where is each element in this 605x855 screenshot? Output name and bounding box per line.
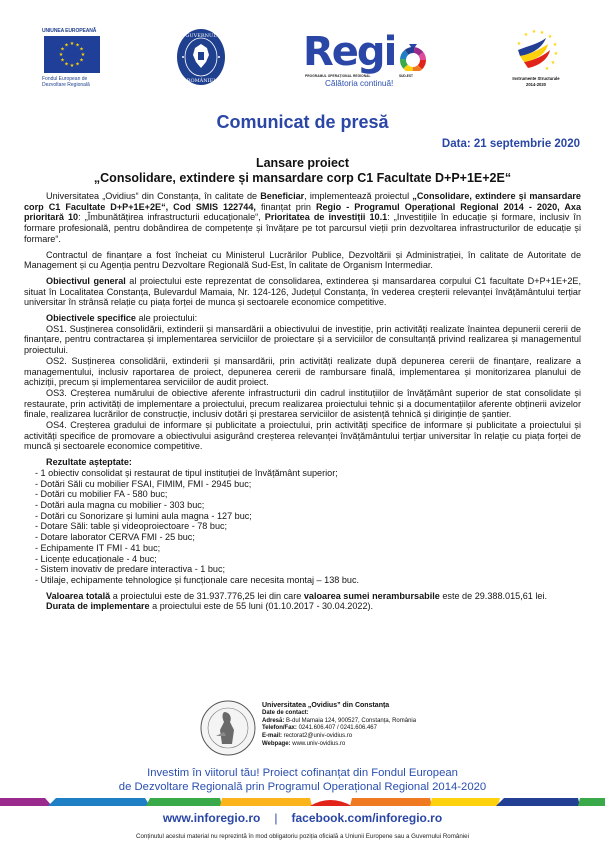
structural-instruments-icon (504, 28, 576, 74)
project-headline-line1: Lansare proiect (255, 156, 350, 170)
footer-slogan (0, 767, 605, 794)
legal-disclaimer: Conținutul acestui material nu reprezintă în mod obligatoriu poziția oficială a Uniunii Europene sau a Guvernului României (136, 833, 469, 840)
contact-address (262, 718, 416, 726)
release-date: Data: 21 septembrie 2020 (441, 138, 580, 150)
specific-objective-item: OS1. Susținerea consolidării, extinderii și mansardării a obiectivului de investiție, prin activități realizate înaintea depunerii cererii de finanțare, pentru contractarea și implementarea serviciilor de proiectare și a serviciilor de consultanță privind realizarea și managementul proiectului. (24, 323, 581, 356)
slogan-line1: Investim în viitorul tău! Proiect cofinanțat din Fondul European (147, 767, 458, 779)
project-headline (0, 156, 605, 186)
svg-text:★: ★ (69, 41, 75, 47)
specific-objectives-suffix: ale proiectului: (135, 313, 198, 324)
svg-text:★: ★ (539, 30, 545, 36)
svg-text:★: ★ (552, 42, 558, 48)
project-headline-line2: „Consolidare, extindere și mansardare corp C1 Facultate D+P+1E+2E“ (93, 171, 512, 185)
rainbow-stripe (0, 796, 605, 806)
non-refundable-text: este de 29.388.015,61 lei. (439, 590, 548, 601)
duration-text: a proiectului este de 55 luni (01.10.2017 - 30.04.2022). (149, 601, 374, 612)
contract-paragraph: Contractul de finanțare a fost încheiat cu Ministerul Lucrărilor Publice, Dezvoltării și Administrației, în calitate de Autoritate de Management și cu Agenția pentru Dezvoltare Regională Sud-Est, în calitate de Organism Intermediar. (24, 249, 581, 271)
result-item: - 1 obiectiv consolidat și restaurat de tipul instituției de învățământ superior; (35, 467, 338, 478)
intro-text: : „Îmbunătățirea infrastructurii educaționale“, (78, 212, 265, 223)
result-item: - Dotări Săli cu mobilier FSAI, FIMIM, FMI - 2945 buc; (35, 478, 252, 489)
project-value-paragraph (24, 591, 581, 602)
result-item: - Sistem inovativ de predare interactiva - 1 buc; (35, 564, 226, 575)
result-item: - Dotare Săli: table și videoproiectoare - 78 buc; (35, 521, 228, 532)
svg-text:★: ★ (544, 66, 550, 72)
svg-text:★: ★ (553, 51, 559, 57)
structural-instruments-line2: 2014-2020 (525, 82, 547, 87)
results-list (24, 468, 581, 586)
intro-text: Universitatea „Ovidius“ din Constanța, în calitate de (46, 191, 261, 201)
svg-text:GUVERNUL: GUVERNUL (185, 33, 217, 39)
university-name: Universitatea „Ovidius” din Constanța (262, 702, 390, 709)
government-seal-icon (176, 28, 226, 86)
intro-paragraph (24, 191, 581, 245)
romanian-government-logo (176, 28, 226, 86)
svg-text:★: ★ (550, 60, 556, 66)
intro-beneficiary: Beneficiar (260, 191, 305, 201)
inforegio-website-link[interactable]: www.inforegio.ro (162, 811, 261, 825)
svg-text:★: ★ (523, 32, 529, 38)
structural-instruments-logo (500, 28, 580, 90)
logo-bar (0, 0, 605, 110)
page-title: Comunicat de presă (216, 112, 389, 132)
total-value-label: Valoarea totală (46, 590, 111, 601)
intro-text: , implementează proiectul (304, 191, 413, 201)
result-item: - Dotări aula magna cu mobilier - 303 buc; (35, 499, 205, 510)
email-label: E-mail: (262, 733, 283, 740)
intro-text: finanțat prin (255, 201, 316, 212)
slogan-line2: de Dezvoltare Regională prin Programul Operațional Regional 2014-2020 (118, 780, 487, 793)
svg-text:★: ★ (80, 52, 86, 58)
duration-paragraph (24, 601, 581, 612)
svg-text:★: ★ (75, 42, 80, 49)
svg-text:★: ★ (79, 46, 84, 53)
result-item: - Dotări cu Sonorizare și lumini aula magna - 127 buc; (35, 510, 252, 521)
result-item: - Echipamente IT FMI - 41 buc; (35, 542, 161, 553)
regio-logo (303, 29, 433, 92)
result-item: - Dotări cu mobilier FA - 580 buc; (35, 489, 168, 500)
webpage-label: Webpage: (262, 740, 291, 747)
results-heading (24, 457, 581, 468)
intro-program: Regio - Programul Operațional Regional 2014 - 2020, Axa prioritară 10 (24, 201, 582, 223)
structural-instruments-line1: Instrumente Structurale (512, 76, 560, 81)
inforegio-facebook-link[interactable]: facebook.com/inforegio.ro (291, 811, 443, 825)
svg-text:★: ★ (64, 61, 69, 68)
regio-region-label: SUD-EST (399, 74, 413, 78)
eu-flag-icon (44, 36, 100, 73)
eu-logo-top-label: UNIUNEA EUROPEANĂ (42, 28, 97, 34)
specific-objectives-label: Obiectivele specifice (46, 313, 136, 324)
svg-text:★: ★ (60, 57, 65, 64)
result-item: - Dotare laborator CERVA FMI - 25 buc; (35, 532, 195, 543)
contact-phone (262, 725, 416, 733)
total-value-text: a proiectului este de 31.937.776,25 lei din care (110, 590, 304, 601)
regio-tagline: Călătoria continuă! (325, 79, 394, 88)
specific-objective-item: OS3. Creșterea numărului de obiective aferente infrastructurii din cadrul instituțiilor de învățământ superior de stat consolidate și restaurate, prin activități de implementare a proiectului, precum realizarea proiectului tehnic și a documentațiilor aferente obținerii avizelor finale, realizarea lucrărilor de construcție, inclusiv dotări și prestarea serviciilor de asistență tehnică și diriginție de șantier. (24, 387, 581, 420)
press-release-body (24, 191, 581, 612)
intro-text: : „Investițiile în educație și formare, inclusiv în formare profesională, pentru dobândirea de competențe și învățare pe tot parcursul vieții prin dezvoltarea infrastructurilor de educație și formare“. (24, 212, 582, 244)
address-label: Adresă: (262, 717, 285, 724)
specific-objective-item: OS4. Creșterea gradului de informare și publicitate a proiectului, prin activități specifice de informare și publicitate a proiectului și activități specifice de promovare a obiectivului asigurând creșterea relevanței învățământului terțiar universitar în relație cu piața forței de muncă și sectoarele economice competitive. (24, 420, 581, 452)
non-refundable-label: valoarea sumei nerambursabile (303, 590, 440, 601)
result-item: - Utilaje, echipamente tehnologice și funcționale care necesita montaj – 138 buc. (35, 574, 360, 585)
regio-color-wheel-icon (399, 43, 427, 71)
svg-text:★: ★ (75, 61, 80, 68)
svg-text:★: ★ (547, 34, 553, 40)
eu-logo (42, 28, 104, 88)
eu-logo-bottom-line2: Dezvoltare Regională (42, 82, 90, 88)
contact-webpage (262, 741, 416, 749)
general-objective-text: al proiectului este reprezentat de consolidarea, extinderea și mansardarea corpului C1 facultate D+P+1E+2E, situat în Localitatea Constanța, Bulevardul Mamaia, Nr. 124-126, Județul Constanța, în vederea creșterii relevanței învățământului terțiar universitar în strânsă relație cu piața forței de munca și sectoarele economice competitive. (24, 275, 581, 308)
specific-objectives-heading (24, 313, 581, 324)
contact-details (262, 702, 416, 749)
address-value: B-dul Mamaia 124, 900527, Constanța, România (284, 717, 417, 724)
link-separator: | (274, 811, 278, 825)
general-objective-paragraph (24, 276, 581, 308)
contact-heading (262, 710, 416, 718)
intro-project-name: „Consolidare, extindere și mansardare corp C1 Facultate D+P+1E+2E“, Cod SMIS 122744, (24, 191, 581, 212)
result-item: - Licențe educaționale - 4 buc; (35, 553, 157, 564)
specific-objective-item: OS2. Susținerea consolidării, extinderii și mansardării, prin activități realizate după depunerea cererii de finanțare, realizare a managementului, inclusiv raportarea de proiect, depunerea cererii de rambursare finală, implementarea și monitorizarea planului de achiziții, precum și implementarea serviciilor de audit proiect. (24, 355, 581, 388)
university-seal-icon (200, 700, 256, 756)
svg-text:★: ★ (79, 57, 84, 64)
contact-block (200, 700, 500, 760)
phone-label: Telefon/Fax: (262, 725, 297, 732)
contact-heading-label: Date de contact: (262, 709, 309, 716)
contact-email (262, 733, 416, 741)
svg-text:★: ★ (531, 29, 537, 35)
svg-text:★: ★ (69, 63, 75, 69)
webpage-link[interactable]: www.univ-ovidius.ro (290, 740, 346, 747)
regio-program-label: PROGRAMUL OPERAȚIONAL REGIONAL (305, 74, 371, 78)
regio-wordmark: Regi (303, 29, 396, 75)
phone-value: 0241.606.407 / 0241.606.467 (296, 725, 377, 732)
svg-text:★: ★ (516, 41, 522, 47)
results-label: Rezultate așteptate: (46, 457, 132, 468)
footer-links (0, 811, 605, 825)
svg-text:ROMÂNIEI: ROMÂNIEI (186, 78, 216, 84)
email-link[interactable]: rectorat2@univ-ovidius.ro (282, 733, 353, 740)
general-objective-label: Obiectivul general (46, 275, 126, 286)
svg-text:★: ★ (64, 42, 69, 49)
duration-label: Durata de implementare (46, 601, 150, 612)
intro-priority: Prioritatea de investiții 10.1 (264, 212, 388, 223)
eu-logo-bottom-line1: Fondul European de (42, 76, 88, 82)
svg-text:★: ★ (60, 46, 65, 53)
svg-text:★: ★ (58, 52, 64, 58)
